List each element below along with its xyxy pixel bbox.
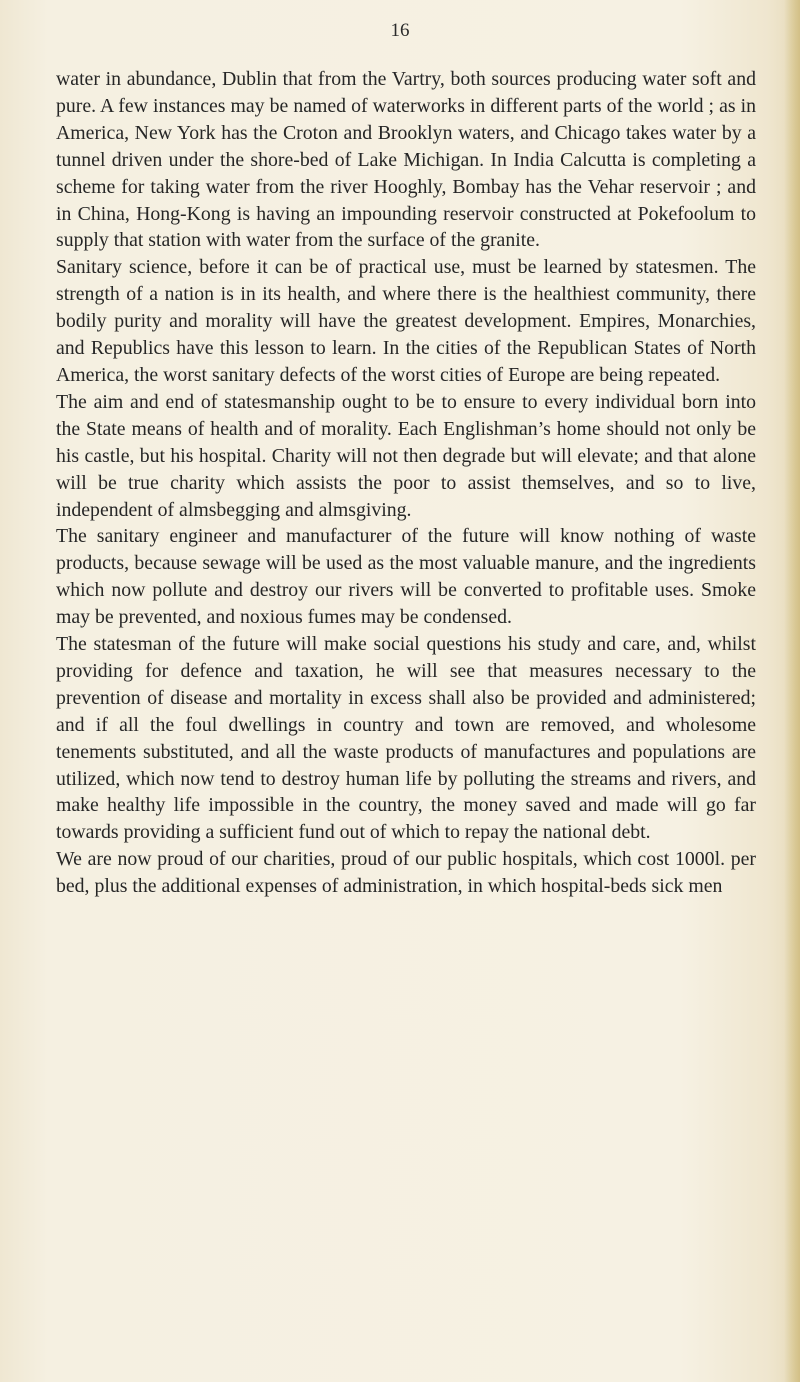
- page-number: 16: [390, 20, 410, 41]
- paragraph-statesmanship: The aim and end of statesmanship ought to be to ensure to every individual born into the State means of health and of morality. Each Englishman’s home should not only be his castle, but his hospital. Charity will not then degrade but will elevate; and that alone will be true charity which assists the poor to assist themselves, and so to live, independent of almsbegging and almsgiving.: [56, 390, 756, 521]
- body-text: [56, 66, 756, 900]
- page-edge-shading: [784, 0, 800, 1382]
- paragraph-statesman-future: The statesman of the future will make social questions his study and care, and, whilst providing for defence and taxation, he will see that measures necessary to the prevention of disease and mortality in excess shall also be provided and administered; and if all the foul dwellings in country and town are removed, and wholesome tenements substituted, and all the waste products of manufactures and populations are utilized, which now tend to destroy human life by polluting the streams and rivers, and make healthy life impossible in the country, the money saved and made will go far towards providing a sufficient fund out of which to repay the national debt.: [56, 633, 756, 844]
- paragraph-sanitary-science: Sanitary science, before it can be of practical use, must be learned by statesmen. The strength of a nation is in its health, and where there is the healthiest community, there bodily purity and morality will have the greatest development. Empires, Monarchies, and Republics have this lesson to learn. In the cities of the Republican States of North America, the worst sanitary defects of the worst cities of Europe are being repeated.: [56, 256, 756, 386]
- paragraph-water-supply: water in abundance, Dublin that from the Vartry, both sources producing water soft and pure. A few instances may be named of waterworks in different parts of the world ; as in America, New York has the Croton and Brooklyn waters, and Chicago takes water by a tunnel driven under the shore-bed of Lake Michigan. In India Calcutta is completing a scheme for taking water from the river Hooghly, Bombay has the Vehar reservoir ; and in China, Hong-Kong is having an impounding reservoir constructed at Pokefoolum to supply that station with water from the surface of the granite.: [56, 68, 756, 252]
- paragraph-charities: We are now proud of our charities, proud of our public hospitals, which cost 1000l. per bed, plus the additional expenses of administration, in which hospital-beds sick men: [56, 848, 756, 898]
- paragraph-sanitary-engineer: The sanitary engineer and manufacturer of the future will know nothing of waste products, because sewage will be used as the most valuable manure, and the ingredients which now pollute and destroy our rivers will be converted to profitable uses. Smoke may be prevented, and noxious fumes may be condensed.: [56, 525, 756, 629]
